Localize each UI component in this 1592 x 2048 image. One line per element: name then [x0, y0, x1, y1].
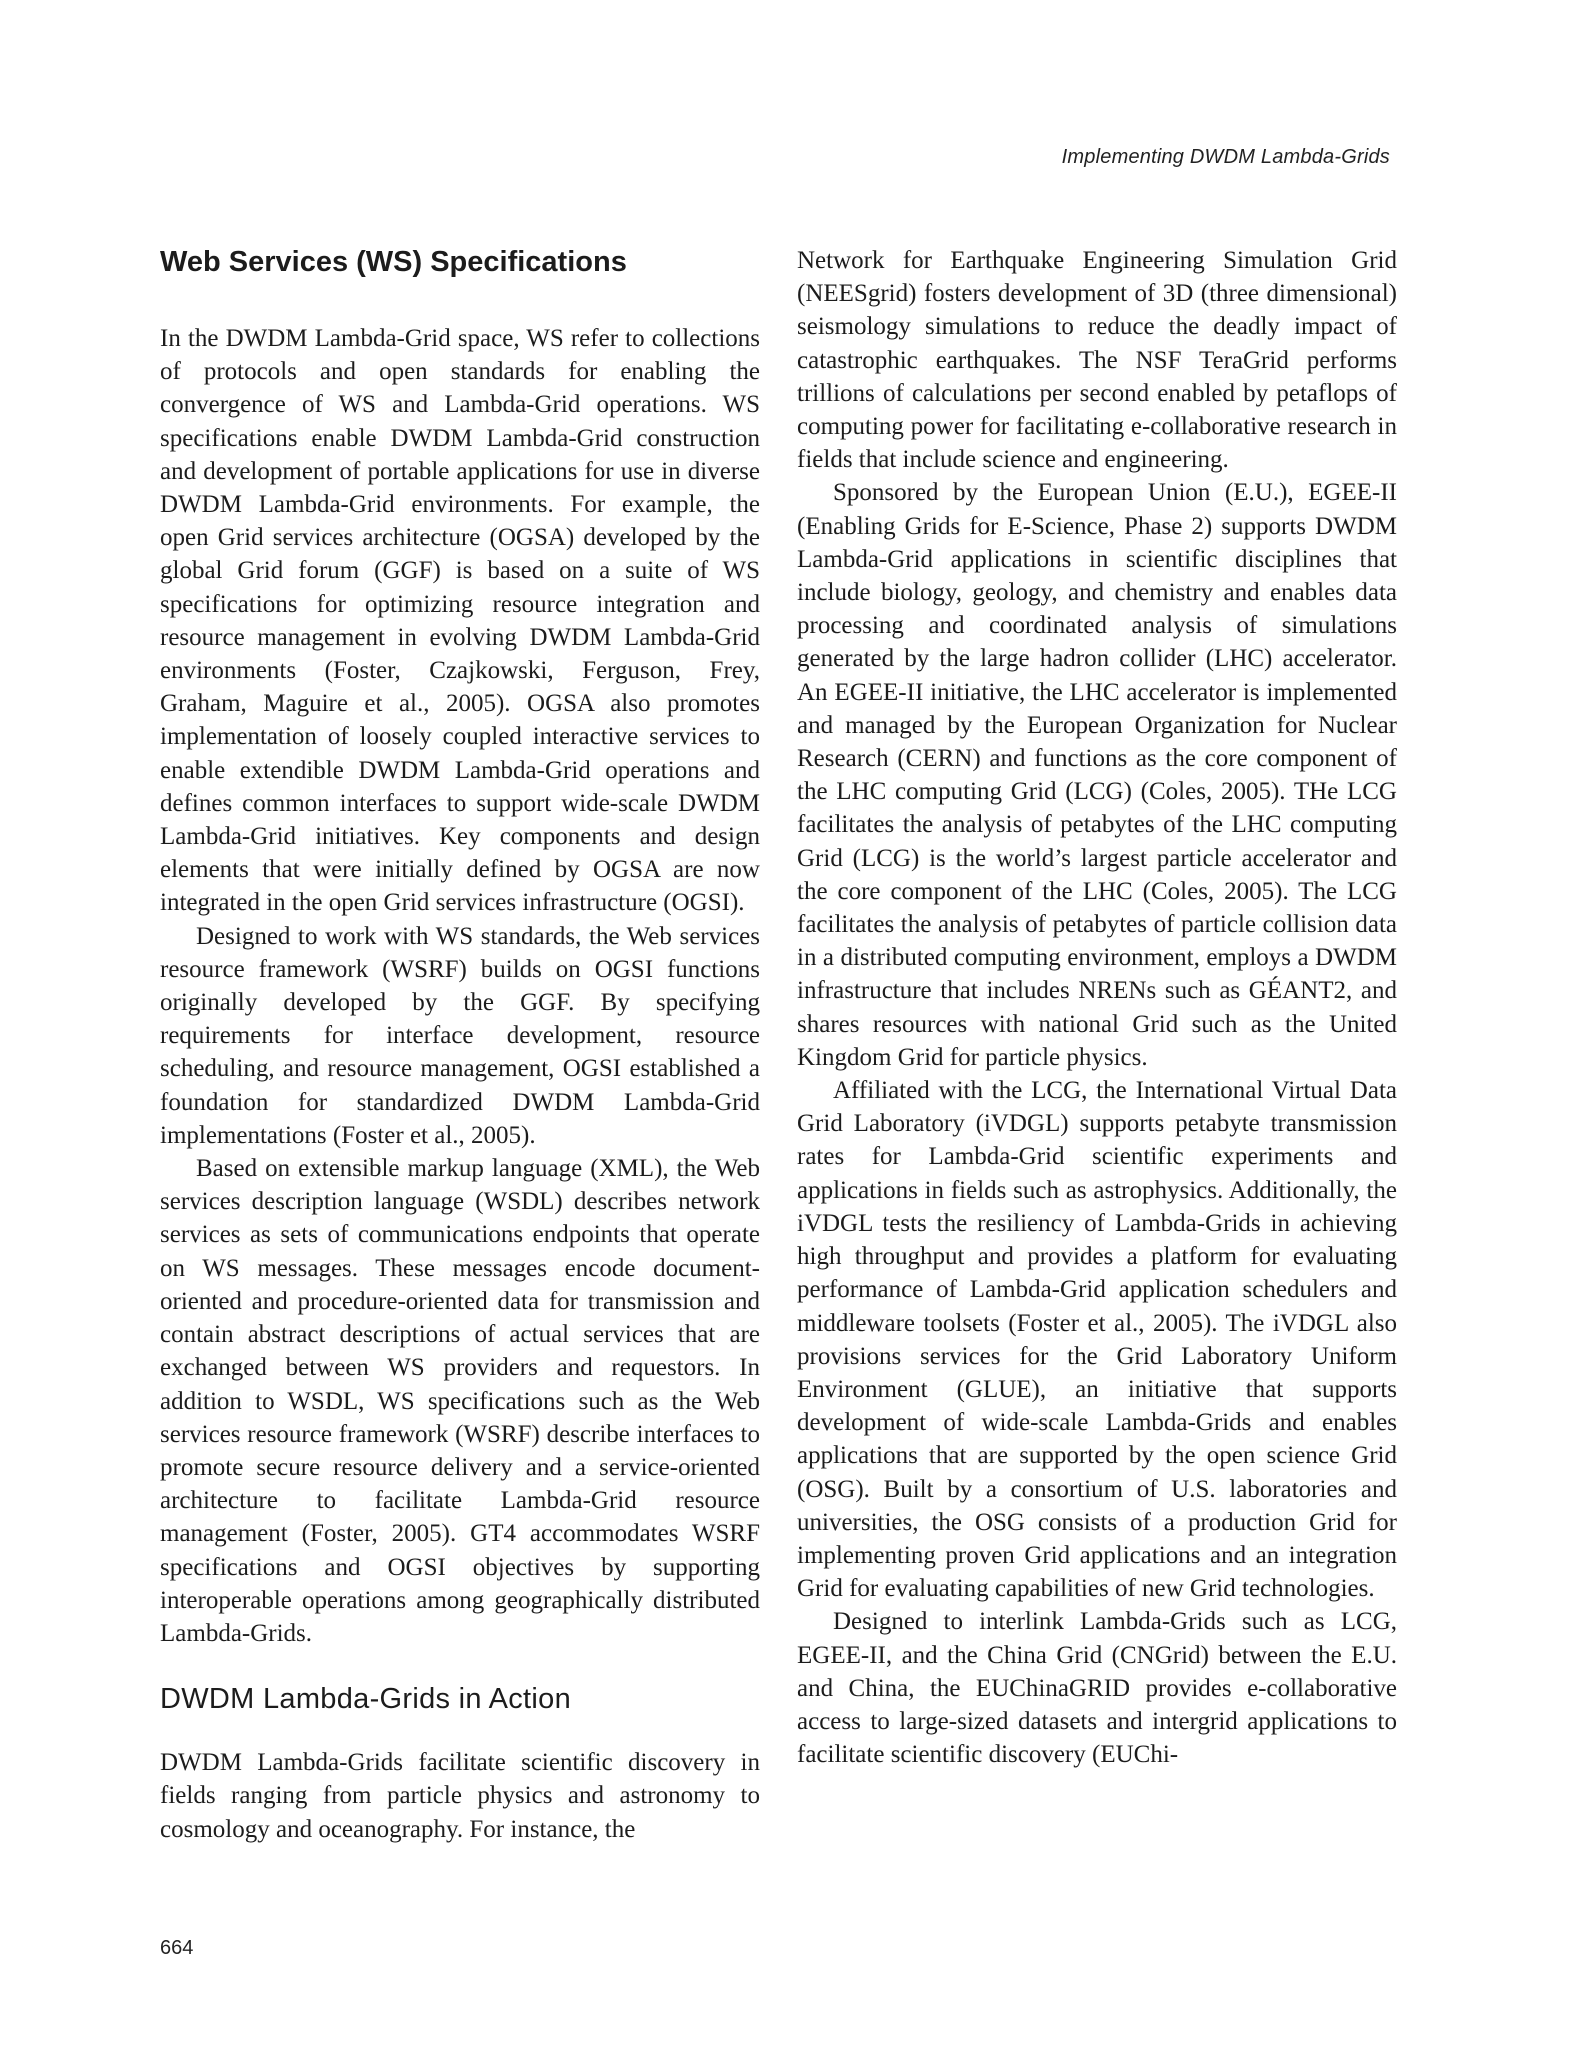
body-paragraph: Sponsored by the European Union (E.U.), EGEE-II (Enabling Grids for E-Science, Phase 2) supports DWDM Lambda-Grid applications in scientific disciplines that include biology, geology, and chemistry and enables data processing and coordinated analysis of simulations generated by the large hadron collider (LHC) accelerator. An EGEE-II initiative, the LHC accelerator is implemented and managed by the European Organization for Nuclear Research (CERN) and functions as the core component of the LHC computing Grid (LCG) (Coles, 2005). THe LCG facilitates the analysis of petabytes of the LHC computing Grid (LCG) is the world’s largest particle accelerator and the core component of the LHC (Coles, 2005). The LCG facilitates the analysis of petabytes of particle collision data in a distributed computing environment, employs a DWDM infrastructure that includes NRENs such as GÉANT2, and shares resources with national Grid such as the United Kingdom Grid for particle physics. — [797, 479, 1397, 1071]
right-column — [797, 244, 1397, 1771]
running-header: Implementing DWDM Lambda-Grids — [1061, 146, 1390, 168]
subsection-heading: DWDM Lambda-Grids in Action — [160, 1683, 571, 1716]
section-heading: Web Services (WS) Specifications — [160, 246, 627, 278]
left-column — [160, 245, 760, 1846]
body-paragraph: In the DWDM Lambda-Grid space, WS refer to collections of protocols and open standards for enabling the convergence of WS and Lambda-Grid operations. WS specifications enable DWDM Lambda-Grid construction and development of portable applications for use in diverse DWDM Lambda-Grid environments. For example, the open Grid services architecture (OGSA) developed by the global Grid forum (GGF) is based on a suite of WS specifications for optimizing resource integration and resource management in evolving DWDM Lambda-Grid environments (Foster, Czajkowski, Ferguson, Frey, Graham, Maguire et al., 2005). OGSA also promotes implementation of loosely coupled interactive services to enable extendible DWDM Lambda-Grid operations and defines common interfaces to support wide-scale DWDM Lambda-Grid initiatives. Key components and design elements that were initially defined by OGSA are now integrated in the open Grid services infrastructure (OGSI). — [160, 325, 760, 917]
body-paragraph: DWDM Lambda-Grids facilitate scientific discovery in fields ranging from particle physics and astronomy to cosmology and oceanography. For instance, the — [160, 1749, 760, 1843]
body-paragraph: Network for Earthquake Engineering Simulation Grid (NEESgrid) fosters development of 3D (three dimensional) seismology simulations to reduce the deadly impact of catastrophic earthquakes. The NSF TeraGrid performs trillions of calculations per second enabled by petaflops of computing power for facilitating e-collaborative research in fields that include science and engineering. — [797, 247, 1397, 474]
body-paragraph: Based on extensible markup language (XML), the Web services description language (WSDL) describes network services as sets of communications endpoints that operate on WS messages. These messages encode document-oriented and procedure-oriented data for transmission and contain abstract descriptions of actual services that are exchanged between WS providers and requestors. In addition to WSDL, WS specifications such as the Web services resource framework (WSRF) describe interfaces to promote secure resource delivery and a service-oriented architecture to facilitate Lambda-Grid resource management (Foster, 2005). GT4 accommodates WSRF specifications and OGSI objectives by supporting interoperable operations among geographically distributed Lambda-Grids. — [160, 1155, 760, 1647]
body-paragraph: Designed to interlink Lambda-Grids such as LCG, EGEE-II, and the China Grid (CNGrid) between the E.U. and China, the EUChinaGRID provides e-collaborative access to large-sized datasets and intergrid applications to facilitate scientific discovery (EUChi- — [797, 1608, 1397, 1769]
body-paragraph: Designed to work with WS standards, the Web services resource framework (WSRF) builds on OGSI functions originally developed by the GGF. By specifying requirements for interface development, resource scheduling, and resource management, OGSI established a foundation for standardized DWDM Lambda-Grid implementations (Foster et al., 2005). — [160, 922, 760, 1149]
body-paragraph: Affiliated with the LCG, the International Virtual Data Grid Laboratory (iVDGL) supports petabyte transmission rates for Lambda-Grid scientific experiments and applications in fields such as astrophysics. Additionally, the iVDGL tests the resiliency of Lambda-Grids in achieving high throughput and provides a platform for evaluating performance of Lambda-Grid application schedulers and middleware toolsets (Foster et al., 2005). The iVDGL also provisions services for the Grid Laboratory Uniform Environment (GLUE), an initiative that supports development of wide-scale Lambda-Grids and enables applications that are supported by the open science Grid (OSG). Built by a consortium of U.S. laboratories and universities, the OSG consists of a production Grid for implementing proven Grid applications and an integration Grid for evaluating capabilities of new Grid technologies. — [797, 1077, 1397, 1603]
page-number: 664 — [160, 1937, 194, 1959]
